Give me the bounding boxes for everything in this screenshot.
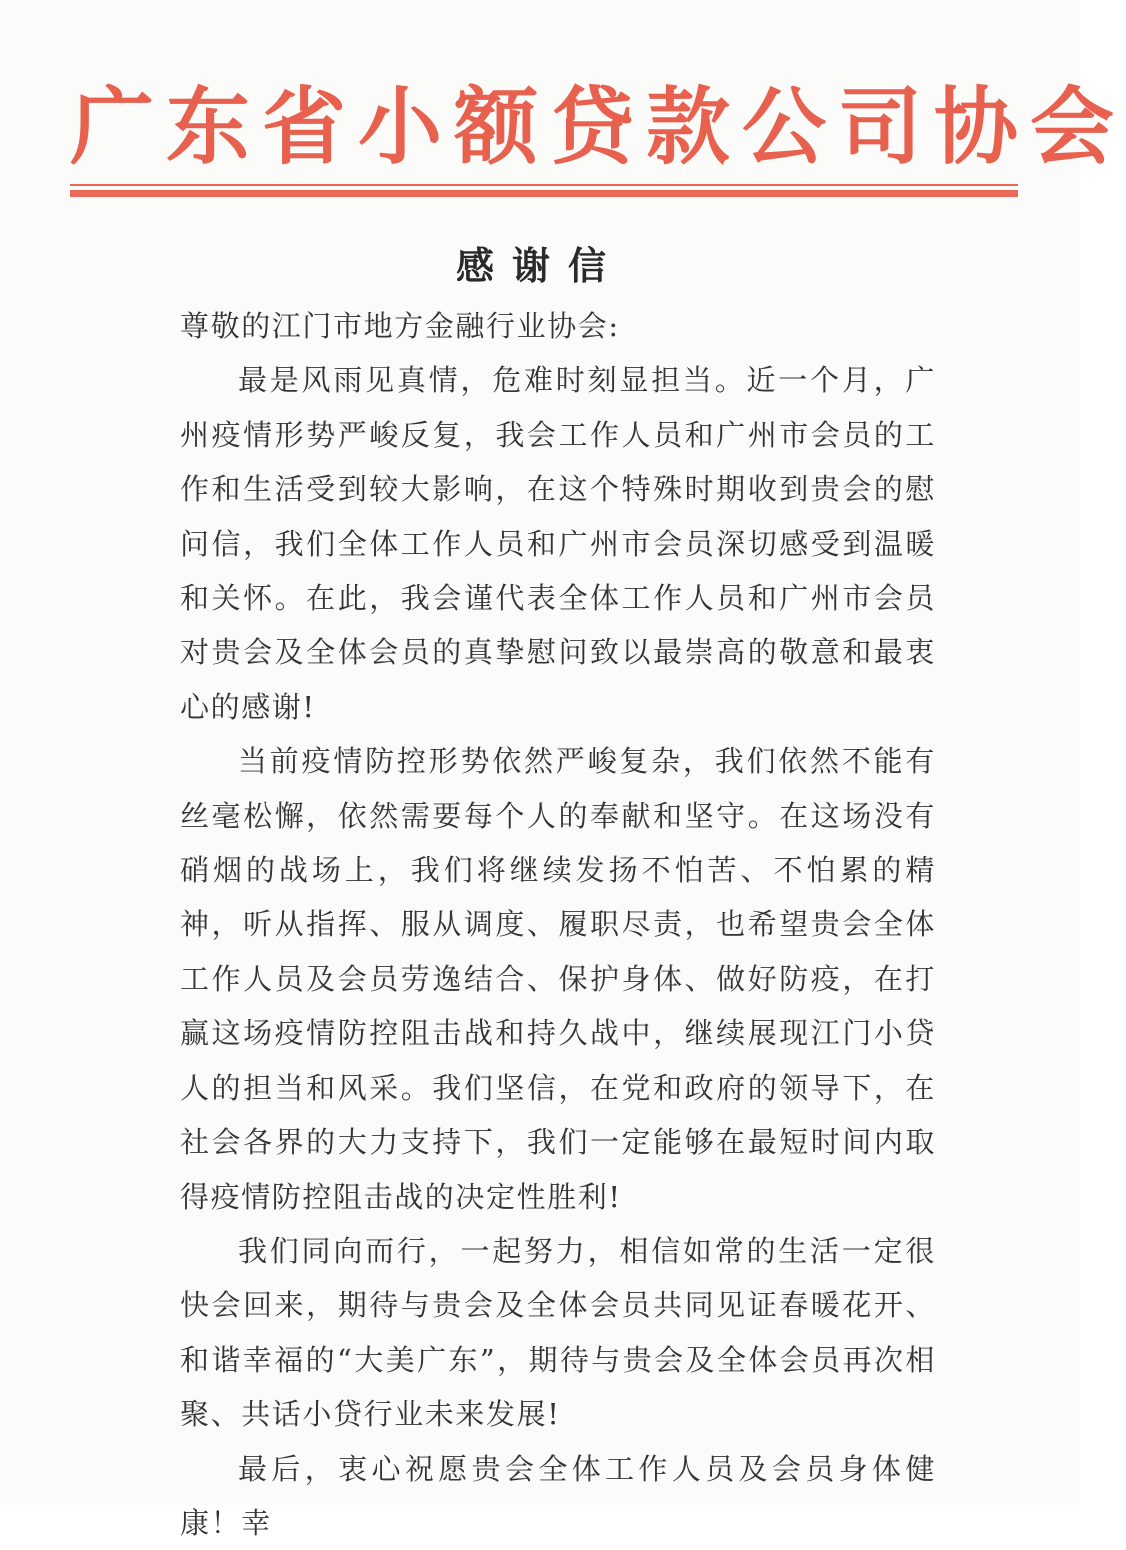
letter-paragraph: 当前疫情防控形势依然严峻复杂，我们依然不能有丝毫松懈，依然需要每个人的奉献和坚守。在这场没有硝烟的战场上，我们将继续发扬不怕苦、不怕累的精神，听从指挥、服从调度、履职尽责，也希望贵会全体工作人员及会员劳逸结合、保护身体、做好防疫，在打赢这场疫情防控阻击战和持久战中，继续展现江门小贷人的担当和风采。我们坚信，在党和政府的领导下，在社会各界的大力支持下，我们一定能够在最短时间内取得疫情防控阻击战的决定性胜利! [180, 744, 936, 1214]
letter-paragraph: 最是风雨见真情，危难时刻显担当。近一个月，广州疫情形势严峻反复，我会工作人员和广州市会员的工作和生活受到较大影响，在这个特殊时期收到贵会的慰问信，我们全体工作人员和广州市会员深切感受到温暖和关怀。在此，我会谨代表全体工作人员和广州市会员对贵会及全体会员的真挚慰问致以最崇高的敬意和最衷心的感谢! [180, 363, 936, 724]
letter-paragraph: 最后，衷心祝愿贵会全体工作人员及会员身体健康！幸 [180, 1451, 936, 1540]
letter-salutation: 尊敬的江门市地方金融行业协会: [180, 309, 620, 343]
letterhead-rule-thin [70, 184, 1018, 186]
letter-body [180, 299, 936, 1550]
letterhead-rule-thick [70, 190, 1018, 197]
letter-paragraph: 我们同向而行，一起努力，相信如常的生活一定很快会回来，期待与贵会及全体会员共同见证春暖花开、和谐幸福的“大美广东”，期待与贵会及全体会员再次相聚、共话小贷行业未来发展! [180, 1233, 936, 1432]
letter-title: 感谢信 [455, 244, 624, 288]
letterhead-org-name: 广东省小额贷款公司协会 [70, 77, 1126, 176]
